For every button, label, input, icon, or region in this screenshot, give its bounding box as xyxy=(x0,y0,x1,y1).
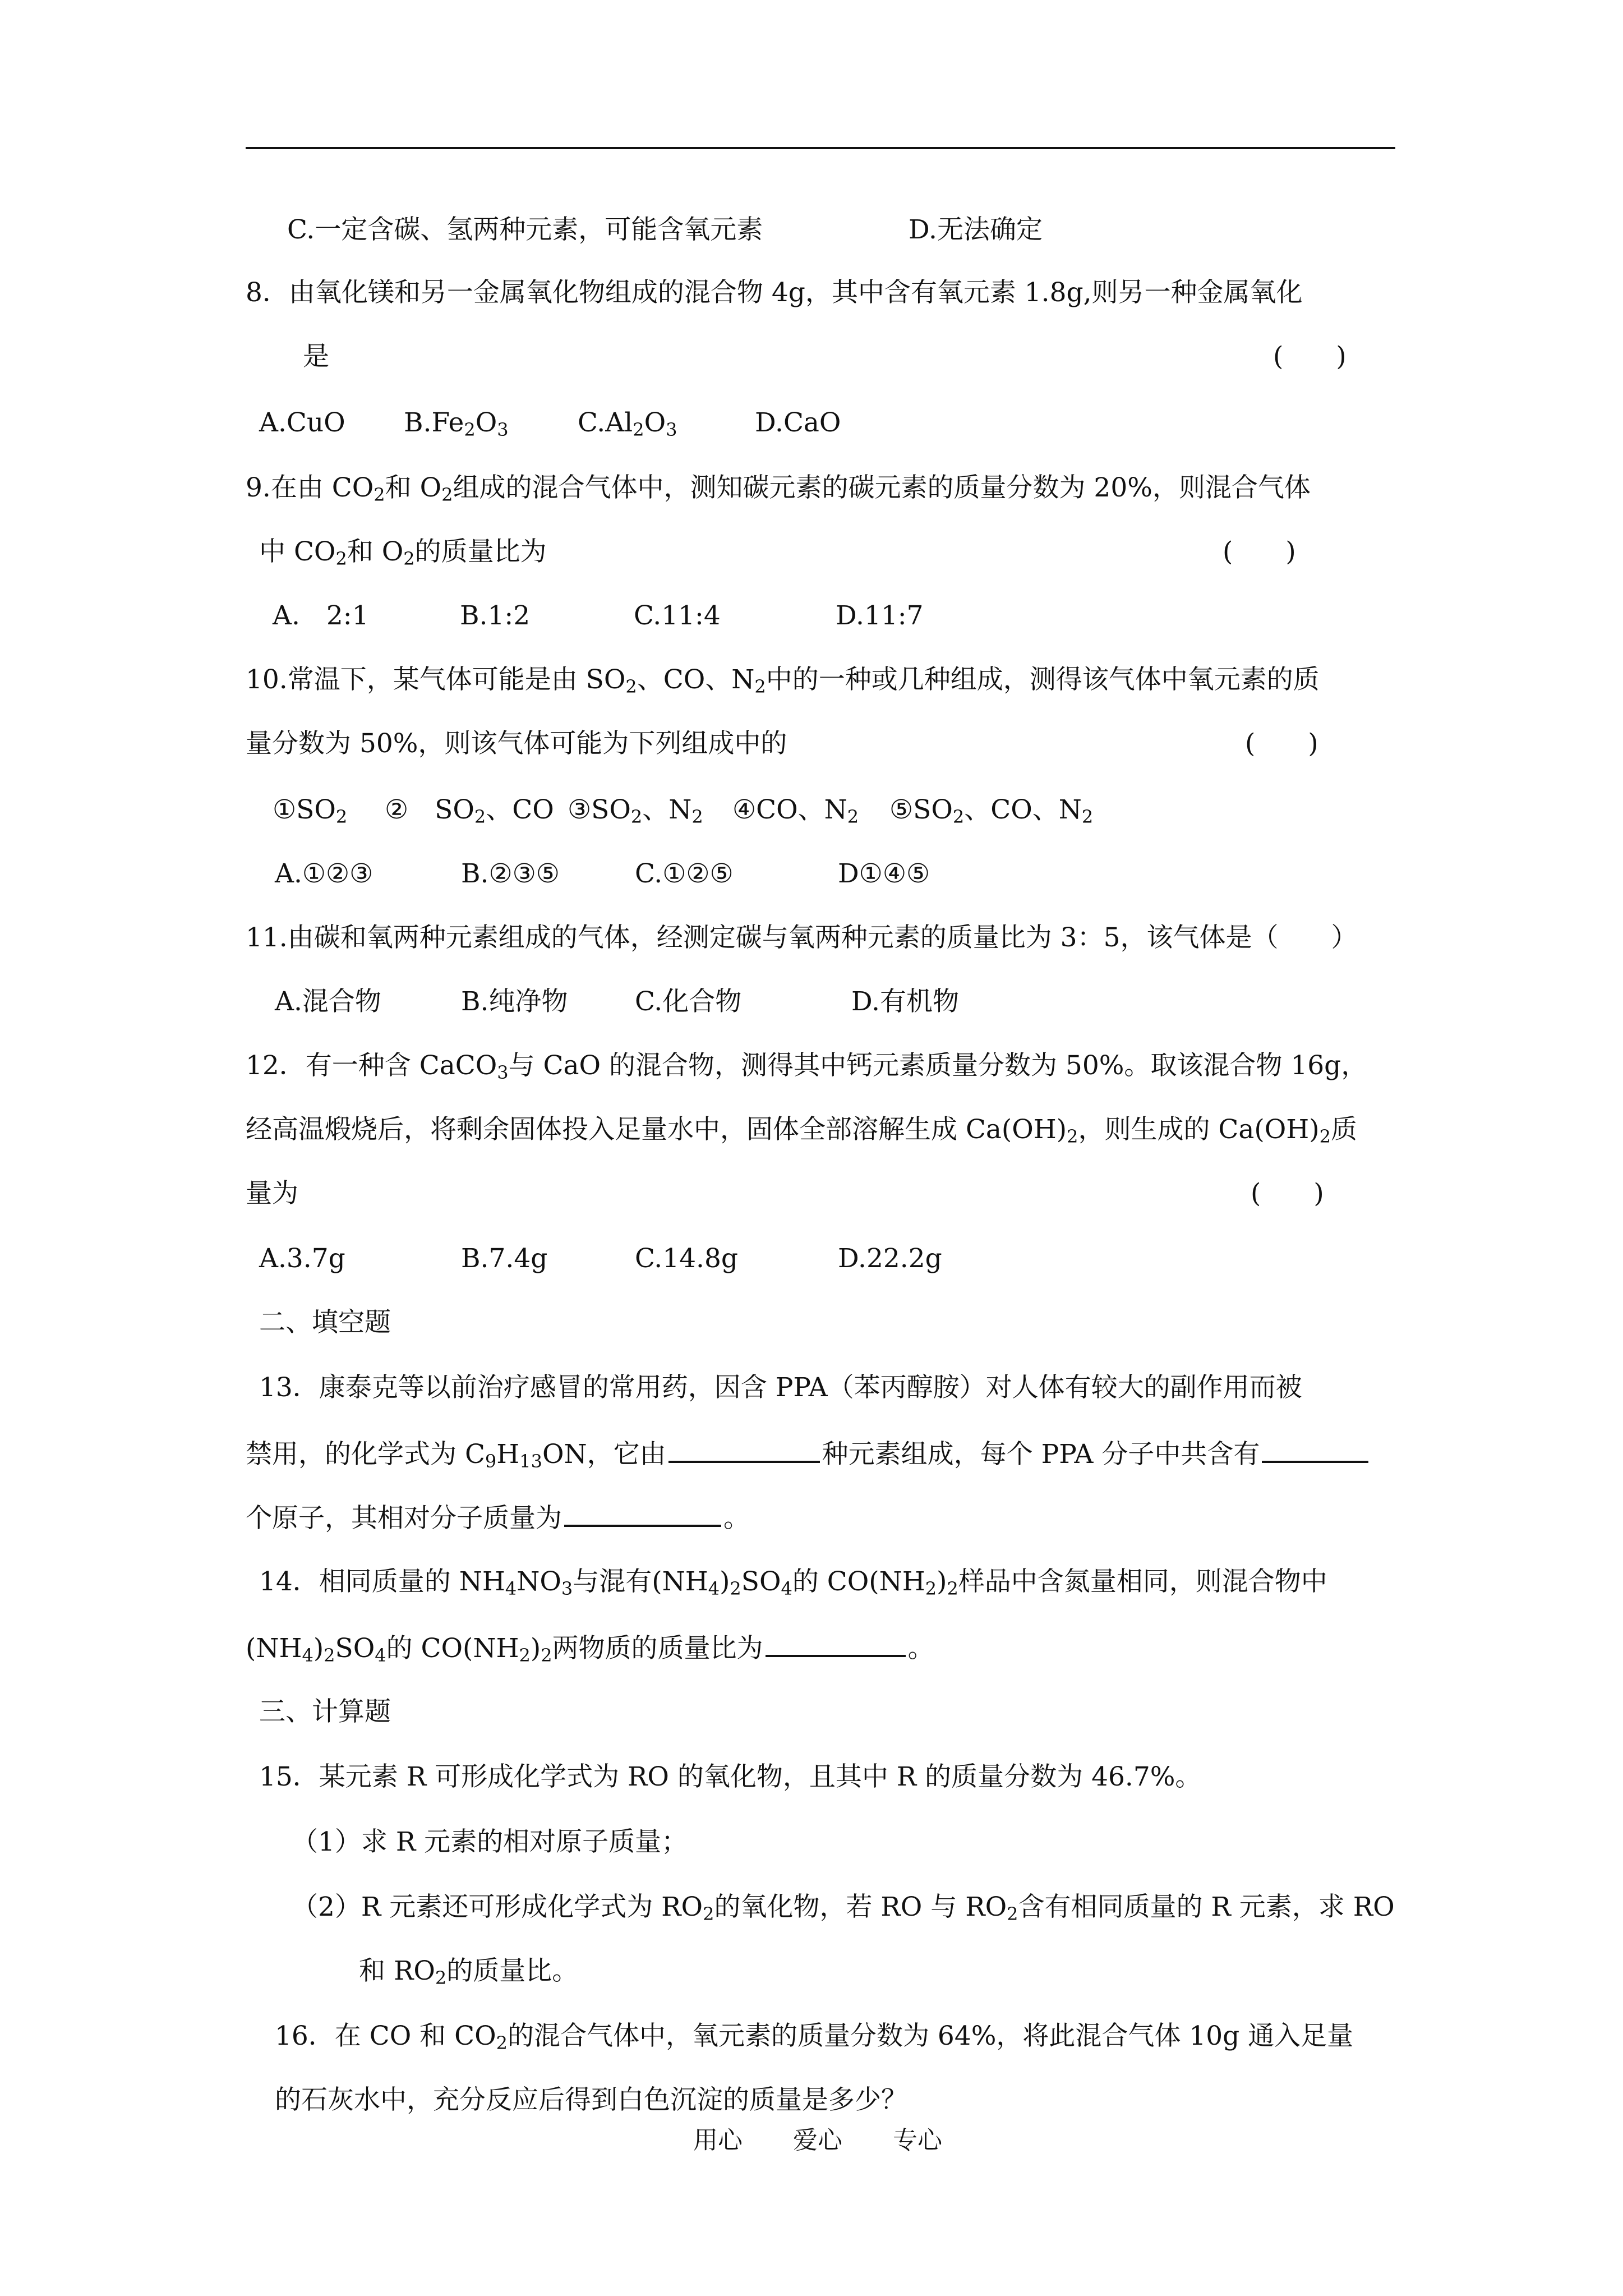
q10-option-b: B.②③⑤ xyxy=(461,858,560,889)
q14-blank-ratio[interactable] xyxy=(766,1630,906,1657)
section-calculation-heading: 三、计算题 xyxy=(259,1696,391,1727)
q12-answer-paren: ( ) xyxy=(1251,1178,1324,1209)
q10-choice-1: $①SO_2$ xyxy=(273,794,348,827)
q12-option-b: B.7.4g xyxy=(461,1243,548,1274)
q15-stem-line1: 15．某元素 R 可形成化学式为 RO 的氧化物，且其中 R 的质量分数为 46.7%。 xyxy=(259,1761,1202,1792)
q9-answer-paren: ( ) xyxy=(1223,536,1296,567)
q10-choice-3: $③SO_2$、$N_2$ xyxy=(568,794,703,827)
footer-text-1: 用心 xyxy=(693,2126,743,2155)
q10-option-a: A.①②③ xyxy=(275,858,374,889)
q10-stem-line2: 量分数为 50%，则该气体可能为下列组成中的 xyxy=(246,728,787,759)
q9-option-a: A. 2:1 xyxy=(273,600,369,631)
q11-option-d: D.有机物 xyxy=(851,986,959,1017)
q8-option-c: $C.Al_2O_3$ xyxy=(578,407,677,440)
q13-stem-line2: 禁用，的化学式为 $C_9H_{13}ON$，它由 种元素组成，每个 PPA 分子中共含有 xyxy=(246,1436,1371,1471)
footer-text-2: 爱心 xyxy=(793,2126,842,2155)
q8-stem-line1: 8．由氧化镁和另一金属氧化物组成的混合物 4g，其中含有氧元素 1.8g,则另一种金属氧化 xyxy=(246,277,1303,308)
q8-stem-line2: 是 xyxy=(303,341,329,372)
q12-stem-line1: 12．有一种含 CaCO$_3$与 CaO 的混合物，测得其中钙元素质量分数为 50%。取该混合物 16g， xyxy=(246,1050,1368,1083)
q16-stem-line2: 的石灰水中，充分反应后得到白色沉淀的质量是多少？ xyxy=(275,2085,907,2115)
header-rule xyxy=(246,147,1395,149)
q13-stem-line1: 13．康泰克等以前治疗感冒的常用药，因含 PPA（苯丙醇胺）对人体有较大的副作用而被 xyxy=(259,1372,1302,1403)
q11-option-c: C.化合物 xyxy=(635,986,742,1017)
q12-stem-line2: 经高温煅烧后，将剩余固体投入足量水中，固体全部溶解生成 $Ca(OH)_2$，则生成的 $Ca(OH)_2$质 xyxy=(246,1114,1357,1147)
q15-subquestion-2-cont: 和 $RO_2$的质量比。 xyxy=(359,1955,579,1989)
q11-option-b: B.纯净物 xyxy=(461,986,568,1017)
q10-choice-5: $⑤SO_2$、CO、$N_2$ xyxy=(889,794,1094,827)
q12-option-c: C.14.8g xyxy=(635,1243,738,1274)
q14-stem-line1: 14．相同质量的 $NH_4NO_3$与混有$(NH_4)_2SO_4$的 $CO(NH_2)_2$样品中含氮量相同，则混合物中 xyxy=(259,1566,1327,1599)
q11-stem-line1: 11.由碳和氧两种元素组成的气体，经测定碳与氧两种元素的质量比为 3：5，该气体是（ ） xyxy=(246,922,1358,953)
q13-blank-mass[interactable] xyxy=(564,1500,721,1527)
footer-text-3: 专心 xyxy=(893,2126,942,2155)
q10-choice-2: ② $SO_2$、CO xyxy=(385,794,554,827)
q13-blank-atoms[interactable] xyxy=(1262,1436,1368,1463)
q15-subquestion-1: （1）求 R 元素的相对原子质量； xyxy=(292,1826,688,1857)
q9-option-c: C.11:4 xyxy=(634,600,721,631)
q12-stem-line3: 量为 xyxy=(246,1178,298,1209)
q9-option-b: B.1:2 xyxy=(460,600,531,631)
q10-option-d: D①④⑤ xyxy=(838,858,930,889)
q16-stem-line1: 16．在 CO 和 $CO_2$的混合气体中，氧元素的质量分数为 64%，将此混合气体 10g 通入足量 xyxy=(275,2021,1354,2054)
q12-option-d: D.22.2g xyxy=(838,1243,942,1274)
q10-option-c: C.①②⑤ xyxy=(635,858,734,889)
q7-option-c: C.一定含碳、氢两种元素，可能含氧元素 xyxy=(287,214,763,245)
section-fill-in-heading: 二、填空题 xyxy=(259,1307,391,1338)
q10-answer-paren: ( ) xyxy=(1245,728,1318,759)
q9-stem-line2: 中 $CO_2$和 $O_2$的质量比为 xyxy=(259,536,547,569)
q10-choice-4: ④CO、$N_2$ xyxy=(732,794,859,827)
q8-option-d: D.CaO xyxy=(755,407,841,438)
q8-answer-paren: ( ) xyxy=(1273,341,1347,372)
q9-option-d: D.11:7 xyxy=(836,600,924,631)
q8-option-b: $B.Fe_2O_3$ xyxy=(404,407,509,440)
q13-blank-elements[interactable] xyxy=(668,1436,820,1463)
q8-option-a: A.CuO xyxy=(259,407,345,438)
q14-stem-line2: $(NH_4)_2SO_4$的 $CO(NH_2)_2$两物质的质量比为 。 xyxy=(246,1630,934,1665)
q9-stem-line1: 9.在由 $CO_2$和 $O_2$组成的混合气体中，测知碳元素的碳元素的质量分数为 20%，则混合气体 xyxy=(246,472,1311,505)
q13-stem-line3: 个原子，其相对分子质量为 。 xyxy=(246,1500,750,1535)
q12-option-a: A.3.7g xyxy=(259,1243,345,1274)
q10-stem-line1: 10.常温下，某气体可能是由 $SO_2$、CO、$N_2$中的一种或几种组成，测得该气体中氧元素的质 xyxy=(246,664,1320,697)
q11-option-a: A.混合物 xyxy=(275,986,381,1017)
q15-subquestion-2: （2）R 元素还可形成化学式为 $RO_2$的氧化物，若 RO 与 $RO_2$含有相同质量的 R 元素，求 RO xyxy=(292,1892,1395,1925)
q7-option-d: D.无法确定 xyxy=(909,214,1043,245)
